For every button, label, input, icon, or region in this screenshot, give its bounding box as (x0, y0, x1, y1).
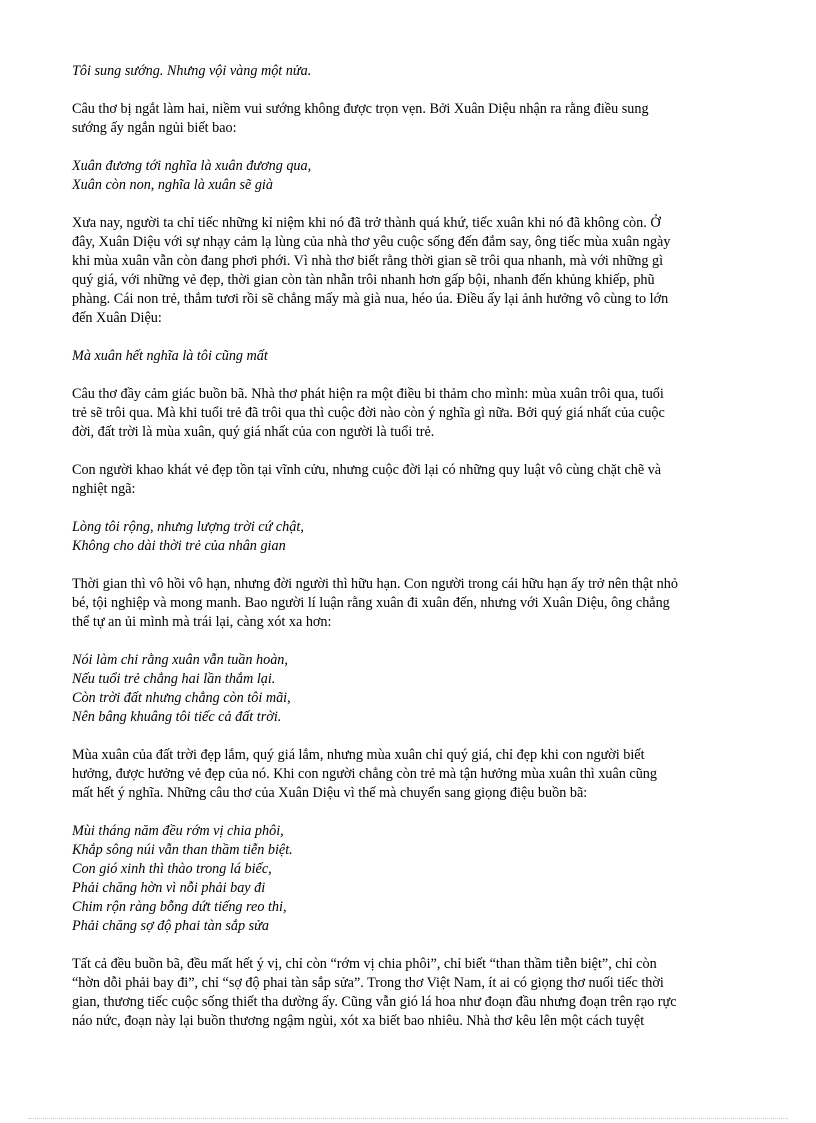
verse-line: Chim rộn ràng bỗng dứt tiếng reo thi, (72, 899, 287, 915)
verse-line: Phải chăng hờn vì nỗi phải bay đi (72, 880, 266, 896)
paragraph (72, 214, 762, 328)
page-divider (28, 1118, 788, 1119)
paragraph (72, 955, 762, 1031)
paragraph-line: khi mùa xuân vẫn còn đang phơi phới. Vì nhà thơ biết rằng thời gian sẽ trôi qua nhanh, mà với những gì (72, 253, 664, 269)
verse-line: Xuân đương tới nghĩa là xuân đương qua, (72, 158, 312, 174)
paragraph-line: trẻ sẽ trôi qua. Mà khi tuổi trẻ đã trôi qua thì cuộc đời nào còn ý nghĩa gì nữa. Bởi quý giá nhất của cuộc (72, 405, 665, 421)
verse-line: Nên bâng khuâng tôi tiếc cả đất trời. (72, 709, 282, 725)
paragraph-line: đến Xuân Diệu: (72, 310, 162, 326)
document-page (72, 62, 762, 1050)
verse-line: Lòng tôi rộng, nhưng lượng trời cứ chật, (72, 519, 304, 535)
paragraph-line: náo nức, đoạn này lại buồn thương ngậm ngùi, xót xa biết bao nhiêu. Nhà thơ kêu lên một cách tuyệt (72, 1013, 645, 1029)
verse-line: Nếu tuổi trẻ chẳng hai lần thắm lại. (72, 671, 276, 687)
paragraph-line: thể tự an ủi mình mà trái lại, càng xót xa hơn: (72, 614, 332, 630)
verse-line: Phải chăng sợ độ phai tàn sắp sửa (72, 918, 269, 934)
paragraph (72, 575, 762, 632)
paragraph-line: gian, thương tiếc cuộc sống thiết tha dường ấy. Cũng vẫn gió lá hoa như đoạn đầu nhưng đoạn trên rạo rực (72, 994, 677, 1010)
verse-line: Khắp sông núi vẫn than thầm tiễn biệt. (72, 842, 293, 858)
verse-block (72, 822, 762, 936)
verse-line: Tôi sung sướng. Nhưng vội vàng một nửa. (72, 63, 312, 79)
verse-block (72, 157, 762, 195)
verse-line: Con gió xinh thì thào trong lá biếc, (72, 861, 272, 877)
paragraph-line: Con người khao khát vẻ đẹp tồn tại vĩnh cửu, nhưng cuộc đời lại có những quy luật vô cùng chặt chẽ và (72, 462, 662, 478)
paragraph-line: đây, Xuân Diệu với sự nhạy cảm lạ lùng của nhà thơ yêu cuộc sống đến đắm say, ông tiếc mùa xuân ngày (72, 234, 671, 250)
paragraph-line: “hờn dỗi phải bay đi”, chỉ “sợ độ phai tàn sắp sửa”. Trong thơ Việt Nam, ít ai có giọng thơ nuối tiếc thời (72, 975, 664, 991)
verse-line: Mà xuân hết nghĩa là tôi cũng mất (72, 348, 268, 364)
paragraph (72, 385, 762, 442)
verse-block (72, 651, 762, 727)
paragraph-line: phàng. Cái non trẻ, thắm tươi rồi sẽ chẳng mấy mà già nua, héo úa. Điều ấy lại ảnh hưởng vô cùng to lớn (72, 291, 669, 307)
paragraph (72, 100, 762, 138)
verse-line: Nói làm chi rằng xuân vẫn tuần hoàn, (72, 652, 288, 668)
paragraph-line: Mùa xuân của đất trời đẹp lắm, quý giá lắm, nhưng mùa xuân chỉ quý giá, chỉ đẹp khi con người biết (72, 747, 645, 763)
paragraph (72, 746, 762, 803)
paragraph-line: Câu thơ bị ngắt làm hai, niềm vui sướng không được trọn vẹn. Bởi Xuân Diệu nhận ra rằng điều sung (72, 101, 649, 117)
paragraph-line: Tất cả đều buồn bã, đều mất hết ý vị, chỉ còn “rớm vị chia phôi”, chỉ biết “than thầm tiễn biệt”, chỉ còn (72, 956, 657, 972)
paragraph-line: nghiệt ngã: (72, 481, 136, 497)
paragraph-line: đời, đất trời là mùa xuân, quý giá nhất của con người là tuổi trẻ. (72, 424, 435, 440)
paragraph-line: mất hết ý nghĩa. Những câu thơ của Xuân Diệu vì thế mà chuyển sang giọng điệu buồn bã: (72, 785, 588, 801)
verse-block (72, 347, 762, 366)
verse-line: Không cho dài thời trẻ của nhân gian (72, 538, 286, 554)
paragraph-line: sướng ấy ngắn ngủi biết bao: (72, 120, 237, 136)
paragraph-line: quý giá, với những vẻ đẹp, thời gian còn tàn nhẫn trôi nhanh hơn gấp bội, nhanh đến khủng khiếp, phũ (72, 272, 655, 288)
paragraph-line: hưởng, được hưởng vẻ đẹp của nó. Khi con người chẳng còn trẻ mà tận hưởng mùa xuân thì xuân cũng (72, 766, 657, 782)
paragraph-line: bé, tội nghiệp và mong manh. Bao người lí luận rằng xuân đi xuân đến, nhưng với Xuân Diệu, ông chẳng (72, 595, 670, 611)
verse-block (72, 62, 762, 81)
paragraph-line: Xưa nay, người ta chỉ tiếc những kỉ niệm khi nó đã trở thành quá khứ, tiếc xuân khi nó đã không còn. Ở (72, 215, 661, 231)
verse-line: Còn trời đất nhưng chẳng còn tôi mãi, (72, 690, 291, 706)
verse-block (72, 518, 762, 556)
verse-line: Mùi tháng năm đều rớm vị chia phôi, (72, 823, 284, 839)
verse-line: Xuân còn non, nghĩa là xuân sẽ già (72, 177, 273, 193)
paragraph-line: Câu thơ đầy cảm giác buồn bã. Nhà thơ phát hiện ra một điều bi thảm cho mình: mùa xuân trôi qua, tuổi (72, 386, 664, 402)
paragraph-line: Thời gian thì vô hồi vô hạn, nhưng đời người thì hữu hạn. Con người trong cái hữu hạn ấy trở nên thật nhỏ (72, 576, 678, 592)
paragraph (72, 461, 762, 499)
